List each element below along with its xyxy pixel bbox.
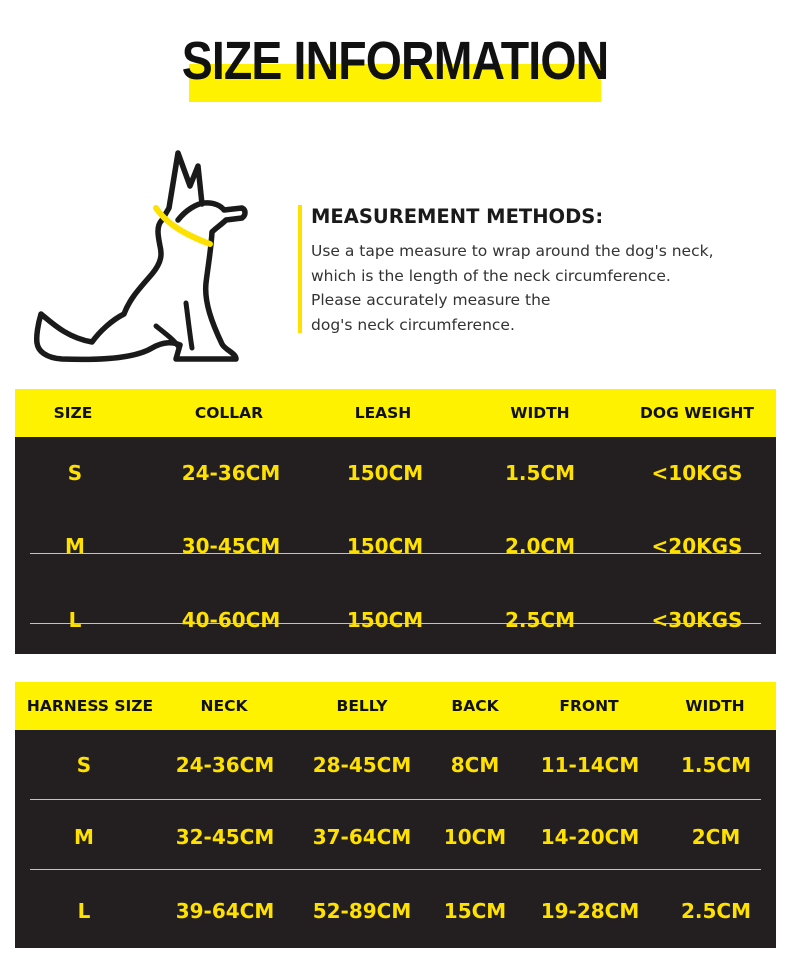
cell-belly: 52-89CM: [312, 899, 412, 923]
cell-width: 2.5CM: [504, 608, 575, 632]
collar-table-header: [15, 389, 776, 437]
cell-front: 11-14CM: [540, 753, 640, 777]
cell-size: M: [65, 534, 85, 558]
measurement-line: Use a tape measure to wrap around the dog's neck,: [311, 242, 714, 260]
measurement-text: [311, 239, 714, 337]
cell-width: 1.5CM: [504, 461, 575, 485]
row-divider: [30, 869, 761, 870]
collar-table-body: [15, 437, 776, 654]
header-belly: BELLY: [336, 697, 388, 715]
table-row: [15, 730, 776, 800]
cell-dog-weight: <30KGS: [651, 608, 743, 632]
measurement-line: Please accurately measure the: [311, 291, 551, 309]
cell-front: 14-20CM: [540, 825, 640, 849]
table-row: [15, 874, 776, 948]
cell-size: L: [68, 608, 82, 632]
cell-leash: 150CM: [346, 608, 424, 632]
cell-neck: 24-36CM: [175, 753, 275, 777]
cell-width: 2CM: [691, 825, 741, 849]
cell-width: 1.5CM: [680, 753, 751, 777]
header-width: WIDTH: [510, 404, 570, 422]
cell-back: 10CM: [443, 825, 507, 849]
table-row: [15, 437, 776, 510]
harness-table-header: [15, 682, 776, 730]
cell-size: S: [67, 461, 83, 485]
page-title: SIZE INFORMATION: [181, 31, 609, 91]
cell-collar: 40-60CM: [181, 608, 281, 632]
cell-dog-weight: <10KGS: [651, 461, 743, 485]
header-collar: COLLAR: [194, 404, 264, 422]
cell-front: 19-28CM: [540, 899, 640, 923]
title-banner: [0, 0, 790, 110]
dog-front-leg: [186, 303, 192, 348]
dog-outline: [37, 153, 245, 359]
cell-back: 8CM: [450, 753, 500, 777]
harness-size-table: [15, 682, 776, 948]
cell-belly: 28-45CM: [312, 753, 412, 777]
collar-size-table: [15, 389, 776, 654]
cell-leash: 150CM: [346, 534, 424, 558]
header-front: FRONT: [559, 697, 619, 715]
header-harness-size: HARNESS SIZE: [26, 697, 154, 715]
header-back: BACK: [451, 697, 499, 715]
header-neck: NECK: [200, 697, 248, 715]
dog-with-collar-icon: [28, 148, 248, 363]
cell-collar: 30-45CM: [181, 534, 281, 558]
header-width: WIDTH: [685, 697, 745, 715]
cell-neck: 39-64CM: [175, 899, 275, 923]
cell-harness-size: M: [74, 825, 94, 849]
cell-belly: 37-64CM: [312, 825, 412, 849]
cell-neck: 32-45CM: [175, 825, 275, 849]
cell-back: 15CM: [443, 899, 507, 923]
table-row: [15, 800, 776, 874]
header-size: SIZE: [53, 404, 93, 422]
cell-width: 2.0CM: [504, 534, 575, 558]
measurement-heading: MEASUREMENT METHODS:: [311, 205, 604, 228]
table-row: [15, 510, 776, 584]
cell-collar: 24-36CM: [181, 461, 281, 485]
harness-table-body: [15, 730, 776, 948]
cell-harness-size: S: [76, 753, 92, 777]
header-dog-weight: DOG WEIGHT: [640, 404, 754, 422]
measurement-methods: [298, 205, 768, 335]
header-leash: LEASH: [354, 404, 412, 422]
table-row: [15, 584, 776, 654]
measurement-line: dog's neck circumference.: [311, 315, 515, 334]
cell-harness-size: L: [77, 899, 91, 923]
cell-dog-weight: <20KGS: [651, 534, 743, 558]
accent-rule: [298, 205, 302, 333]
cell-leash: 150CM: [346, 461, 424, 485]
cell-width: 2.5CM: [680, 899, 751, 923]
measurement-line: which is the length of the neck circumference.: [311, 266, 671, 285]
